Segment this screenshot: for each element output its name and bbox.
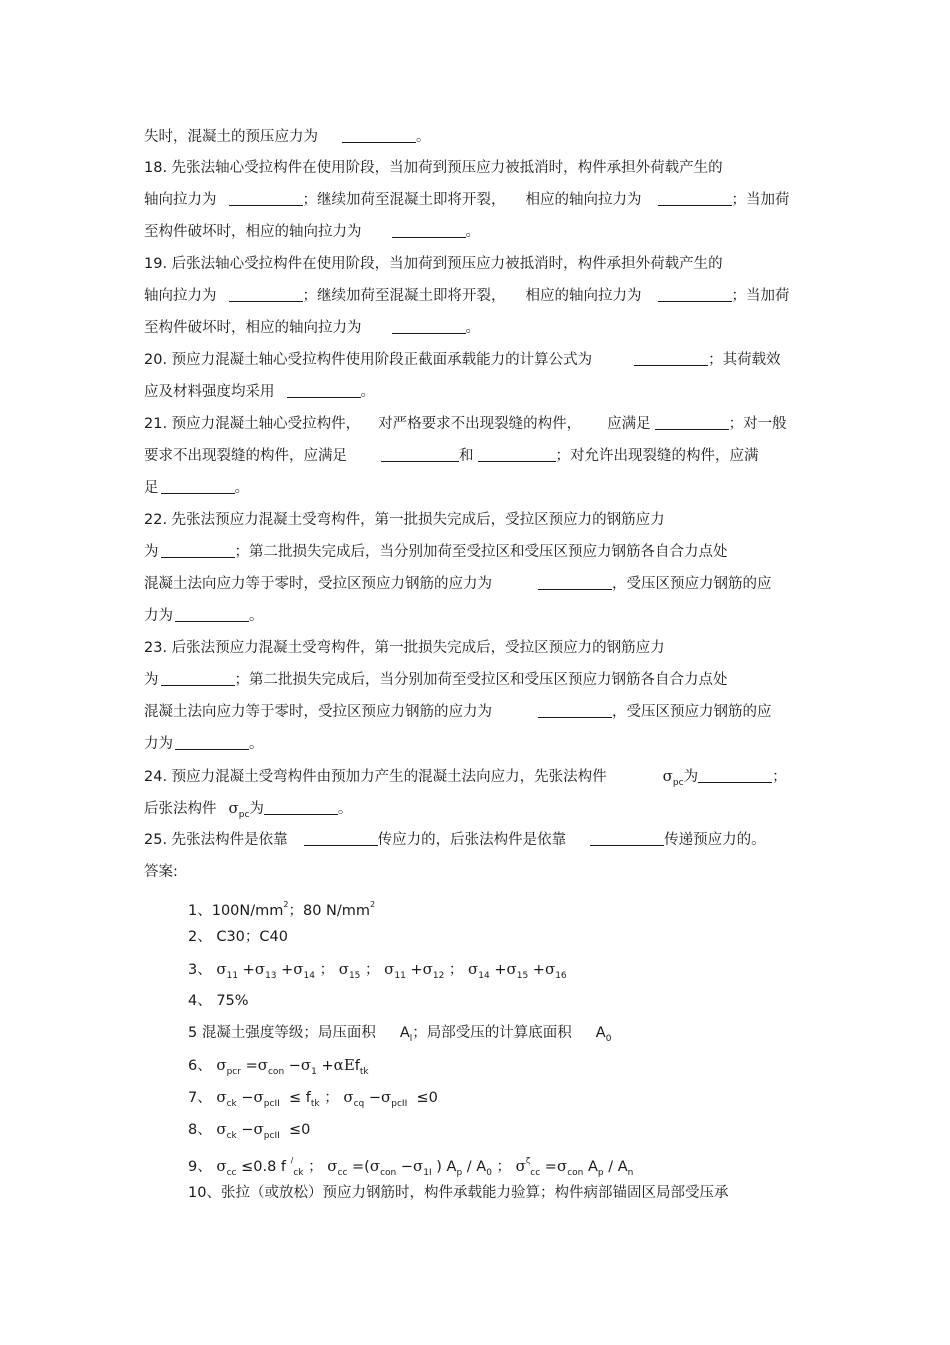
answer-blank xyxy=(658,287,732,302)
answer-blank xyxy=(392,223,466,238)
q24-line1 xyxy=(144,766,787,793)
answer-blank xyxy=(287,383,361,398)
text: 。 xyxy=(465,320,480,336)
q18-line3 xyxy=(144,222,480,242)
q22-line4 xyxy=(144,606,264,626)
subscript: 0 xyxy=(605,1034,612,1044)
formula-9: $\sigma_{cc} \le 0.8$ f /$_{ck}$ ； $\sigma_{cc} =(\sigma_{con} -\sigma_{1I}$ ) $A_p / A_0$ ； $\sigma^\zeta_{cc} =\sigma_{con}$ $A_p / A_n$ xyxy=(216,1156,634,1178)
text: 。 xyxy=(234,480,249,496)
answer-8 xyxy=(188,1119,310,1146)
answer-5 xyxy=(188,1023,611,1049)
text: 至构件破坏时，相应的轴向拉力为 xyxy=(144,320,362,336)
answer-1 xyxy=(188,895,375,921)
text: 7、 xyxy=(188,1090,212,1106)
text: 4、 75% xyxy=(188,993,249,1009)
answer-blank xyxy=(229,287,303,302)
q23-line1 xyxy=(144,638,665,658)
q24-line2 xyxy=(144,798,352,825)
text: 21. 预应力混凝土轴心受拉构件， xyxy=(144,416,361,432)
text: 22. 先张法预应力混凝土受弯构件，第一批损失完成后，受拉区预应力的钢筋应力 xyxy=(144,512,665,528)
text: 轴向拉力为 xyxy=(144,288,217,304)
answer-6 xyxy=(188,1055,369,1082)
answer-blank xyxy=(161,479,235,494)
text: 应及材料强度均采用 xyxy=(144,384,275,400)
text: 1、 xyxy=(188,903,212,919)
text: 9、 xyxy=(188,1159,212,1175)
q20-line2 xyxy=(144,382,375,402)
text: 应满足 xyxy=(607,416,651,432)
q19-line1 xyxy=(144,254,723,274)
text: 和 xyxy=(459,448,474,464)
sigma-symbol: σ xyxy=(662,767,673,785)
text: 要求不出现裂缝的构件，应满足 xyxy=(144,448,347,464)
q19-line3 xyxy=(144,318,480,338)
text: ；对允许出现裂缝的构件，应满 xyxy=(555,448,759,464)
text: 20. 预应力混凝土轴心受拉构件使用阶段正截面承载能力的计算公式为 xyxy=(144,352,593,368)
answer-blank xyxy=(229,191,303,206)
text: 为 xyxy=(683,769,699,785)
formula-7: $\sigma_{ck} -\sigma_{pcII} \le f_{tk}$ ； $\sigma_{cq} -\sigma_{pcII} \le 0$ xyxy=(216,1088,438,1109)
subscript: pc xyxy=(672,778,684,788)
text: ；继续加荷至混凝土即将开裂， xyxy=(302,288,506,304)
text: 。 xyxy=(249,608,264,624)
answer-9 xyxy=(188,1151,633,1183)
answer-4 xyxy=(188,991,249,1011)
text: 19. 后张法轴心受拉构件在使用阶段，当加荷到预压应力被抵消时，构件承担外荷载产生的 xyxy=(144,256,723,272)
text: ；继续加荷至混凝土即将开裂， xyxy=(302,192,506,208)
q23-line3 xyxy=(144,702,772,722)
text: 足 xyxy=(144,480,159,496)
text: ，受压区预应力钢筋的应 xyxy=(612,576,772,592)
answer-blank xyxy=(392,319,466,334)
text: ；对一般 xyxy=(728,416,787,432)
superscript: 2 xyxy=(283,900,289,909)
text: 至构件破坏时，相应的轴向拉力为 xyxy=(144,224,362,240)
subscript: l xyxy=(409,1034,413,1044)
text: 。 xyxy=(360,384,375,400)
text: ；局部受压的计算底面积 xyxy=(412,1025,572,1041)
answer-blank xyxy=(304,831,378,846)
text: 为 xyxy=(249,801,264,817)
text: 18. 先张法轴心受拉构件在使用阶段，当加荷到预压应力被抵消时，构件承担外荷载产生的 xyxy=(144,160,723,176)
text: 失时，混凝土的预压应力为 xyxy=(144,129,318,145)
text: 。 xyxy=(465,224,480,240)
answers-heading xyxy=(144,862,178,882)
text: 为 xyxy=(144,672,159,688)
text: 相应的轴向拉力为 xyxy=(525,288,642,304)
answer-blank xyxy=(634,351,708,366)
text: 对严格要求不出现裂缝的构件， xyxy=(378,416,582,432)
q21-line2 xyxy=(144,446,759,466)
text: 答案: xyxy=(144,864,178,880)
q25-line xyxy=(144,830,766,850)
answer-blank xyxy=(698,768,772,783)
answer-blank xyxy=(264,800,338,815)
answer-blank xyxy=(175,607,249,622)
text: 力为 xyxy=(144,608,173,624)
text: ；其荷载效 xyxy=(708,352,781,368)
text: 轴向拉力为 xyxy=(144,192,217,208)
answer-blank xyxy=(655,415,729,430)
text: 25. 先张法构件是依靠 xyxy=(144,832,288,848)
q22-line2 xyxy=(144,542,728,562)
answer-3 xyxy=(188,959,567,986)
answer-blank xyxy=(175,735,249,750)
text: 100N/mm xyxy=(211,903,284,919)
text: 5 混凝土强度等级；局压面积 xyxy=(188,1025,376,1041)
q21-line3 xyxy=(144,478,249,498)
answer-blank xyxy=(342,128,416,143)
q17-end-line xyxy=(144,127,431,147)
text: ；当加荷 xyxy=(731,288,790,304)
text: 后张法构件 xyxy=(144,801,217,817)
answer-2 xyxy=(188,927,288,947)
q21-line1 xyxy=(144,414,787,434)
text: ；第二批损失完成后，当分别加荷至受拉区和受压区预应力钢筋各自合力点处 xyxy=(234,672,728,688)
answer-7 xyxy=(188,1087,438,1114)
superscript: 2 xyxy=(370,900,376,909)
text: ；80 N/mm xyxy=(288,903,371,919)
text: 传递预应力的。 xyxy=(664,832,766,848)
answer-blank xyxy=(381,447,459,462)
text: 。 xyxy=(416,129,431,145)
text: 相应的轴向拉力为 xyxy=(525,192,642,208)
text: 6、 xyxy=(188,1058,212,1074)
text: 3、 xyxy=(188,962,212,978)
formula-8: $\sigma_{ck} -\sigma_{pcII} \le 0$ xyxy=(216,1120,311,1141)
answer-blank xyxy=(478,447,556,462)
text: ； xyxy=(772,769,787,785)
answer-blank xyxy=(590,831,664,846)
q22-line3 xyxy=(144,574,772,594)
sigma-symbol: σ xyxy=(228,799,239,817)
text: 23. 后张法预应力混凝土受弯构件，第一批损失完成后，受拉区预应力的钢筋应力 xyxy=(144,640,665,656)
answer-blank xyxy=(538,703,612,718)
text: 混凝土法向应力等于零时，受拉区预应力钢筋的应力为 xyxy=(144,704,492,720)
q19-line2 xyxy=(144,286,790,306)
subscript: pc xyxy=(238,810,250,820)
formula-3: $\sigma_{11} +\sigma_{13} +\sigma_{14}$ ； $\sigma_{15}$ ； $\sigma_{11} +\sigma_{12}$ ； $\sigma_{14} +\sigma_{15} +\sigma_{16}$ xyxy=(216,960,567,981)
text: 10、张拉（或放松）预应力钢筋时，构件承载能力验算；构件病部锚固区局部受压承 xyxy=(188,1185,729,1201)
answer-blank xyxy=(161,543,235,558)
text: 2、 C30；C40 xyxy=(188,929,288,945)
text: 混凝土法向应力等于零时，受拉区预应力钢筋的应力为 xyxy=(144,576,492,592)
q22-line1 xyxy=(144,510,665,530)
text: 24. 预应力混凝土受弯构件由预加力产生的混凝土法向应力，先张法构件 xyxy=(144,769,607,785)
text: 。 xyxy=(337,801,353,817)
formula-6: $\sigma_{pcr} =\sigma_{con} -\sigma_1 +\alpha Ef_{tk}$ xyxy=(216,1056,369,1077)
answer-blank xyxy=(658,191,732,206)
text: 传应力的，后张法构件是依靠 xyxy=(377,832,567,848)
text: 8、 xyxy=(188,1122,212,1138)
answer-10 xyxy=(188,1183,728,1203)
text: ，受压区预应力钢筋的应 xyxy=(612,704,772,720)
q18-line2 xyxy=(144,190,790,210)
answer-blank xyxy=(161,671,235,686)
q20-line1 xyxy=(144,350,781,370)
text: ；当加荷 xyxy=(731,192,790,208)
text: ；第二批损失完成后，当分别加荷至受拉区和受压区预应力钢筋各自合力点处 xyxy=(234,544,728,560)
text: A xyxy=(399,1025,410,1041)
text: 。 xyxy=(249,736,264,752)
q23-line2 xyxy=(144,670,728,690)
q18-line1 xyxy=(144,158,723,178)
text: A xyxy=(595,1025,606,1041)
q23-line4 xyxy=(144,734,264,754)
answer-blank xyxy=(538,575,612,590)
text: 为 xyxy=(144,544,159,560)
text: 力为 xyxy=(144,736,173,752)
